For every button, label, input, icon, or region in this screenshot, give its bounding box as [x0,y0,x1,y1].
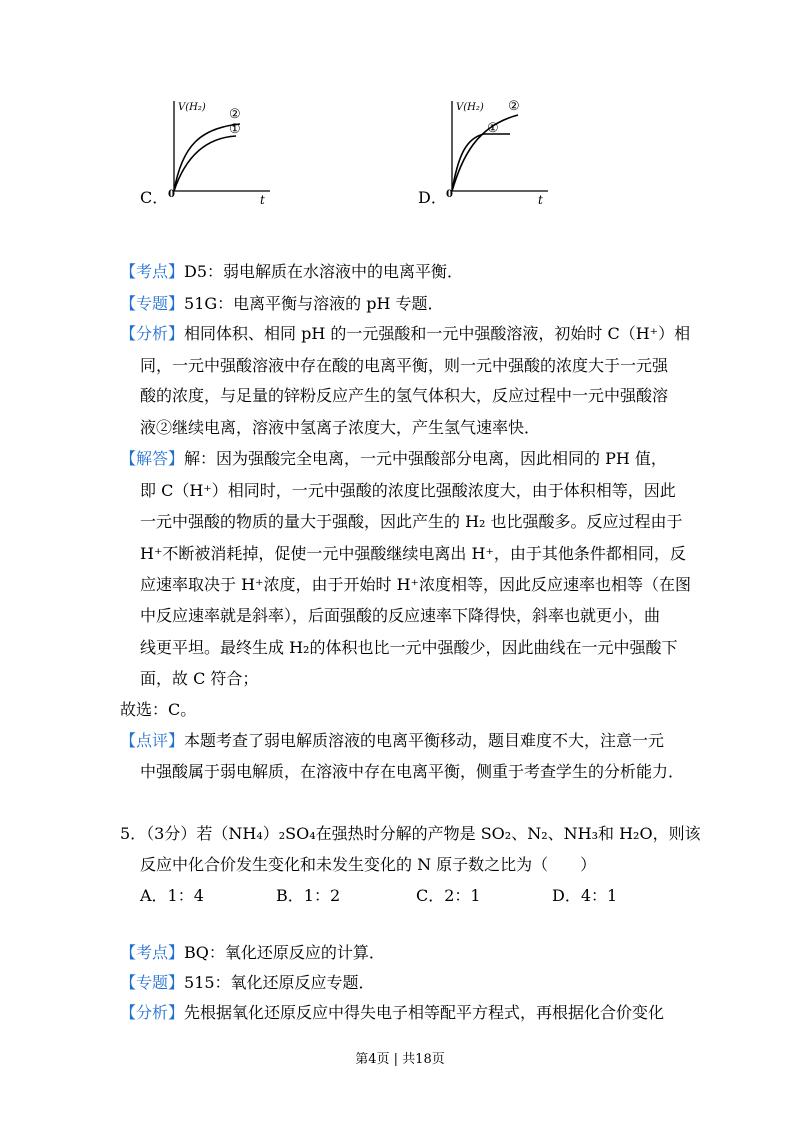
q5-kaodian-text: BQ：氧化还原反应的计算． [184,943,385,962]
graph-d-y-label: V(H₂) [456,102,484,113]
dianping-line-2: 中强酸属于弱电解质，在溶液中存在电离平衡，侧重于考查学生的分析能力． [140,762,685,781]
q5-option-c: C．2：1 [416,886,481,905]
q5-fenxi [120,1003,664,1023]
q5-zhuanti-text: 515：氧化还原反应专题． [184,973,375,992]
graph-c-curve2-label: ② [229,107,241,122]
q4-zhuanti [120,294,444,314]
q5-option-d: D．4：1 [552,886,618,905]
jieda-tag: 【解答】 [120,449,185,468]
graph-c [140,96,280,211]
jieda-line-6: 中反应速率就是斜率），后面强酸的反应速率下降得快，斜率也就更小，曲 [140,606,661,625]
fenxi-line-4: 液②继续电离，溶液中氢离子浓度大，产生氢气速率快． [140,418,541,437]
dianping-tag: 【点评】 [120,731,185,750]
page-footer: 第4页 | 共18页 [355,1052,445,1067]
fenxi-line-2: 同，一元中强酸溶液中存在酸的电离平衡，则一元中强酸的浓度大于一元强 [140,356,669,375]
q5-kaodian [120,943,385,963]
q4-kaodian [120,262,463,282]
graph-d-origin: 0 [446,189,453,200]
graph-d-curve1-label: ① [487,121,499,136]
kaodian-tag: 【考点】 [120,262,185,281]
graph-d-curve2-label: ② [508,99,520,114]
q5-option-b: B．1：2 [276,886,341,905]
q5-stem-line-2: 反应中化合价发生变化和未发生变化的 N 原子数之比为（ ） [140,855,597,874]
fenxi-line-1: 相同体积、相同 pH 的一元强酸和一元中强酸溶液，初始时 C（H⁺）相 [184,324,691,343]
fenxi-tag: 【分析】 [120,324,185,343]
jieda-line-5: 应速率取决于 H⁺浓度，由于开始时 H⁺浓度相等，因此反应速率也相等（在图 [140,575,691,594]
graph-d-x-label: t [538,193,543,207]
graph-d [418,96,558,211]
q5-zhuanti [120,973,375,993]
option-c-label: C． [140,188,169,207]
q5-stem-line-1: 5．（3分）若（NH₄）₂SO₄在强热时分解的产物是 SO₂、N₂、NH₃和 H₂O，则该 [120,824,701,843]
answer-line: 故选：C。 [120,700,197,719]
graph-c-plot [140,96,280,211]
jieda-line-2: 即 C（H⁺）相同时，一元中强酸的浓度比强酸浓度大，由于体积相等，因此 [140,481,676,500]
jieda-line-1: 解：因为强酸完全电离，一元中强酸部分电离，因此相同的 PH 值， [184,449,667,468]
kaodian-text: D5：弱电解质在水溶液中的电离平衡． [184,262,464,281]
graph-d-plot [418,96,558,211]
jieda-line-7: 线更平坦。最终生成 H₂的体积也比一元中强酸少，因此曲线在一元中强酸下 [140,638,678,657]
jieda-line-3: 一元中强酸的物质的量大于强酸，因此产生的 H₂ 也比强酸多。反应过程由于 [140,512,683,531]
graph-c-x-label: t [260,193,265,207]
q4-dianping [120,731,664,751]
dianping-line-1: 本题考查了弱电解质溶液的电离平衡移动，题目难度不大，注意一元 [184,731,665,750]
option-d-label: D． [418,188,447,207]
q4-jieda [120,449,667,469]
graph-c-origin: 0 [168,189,175,200]
q5-option-a: A．1：4 [140,886,204,905]
q5-zhuanti-tag: 【专题】 [120,973,185,992]
q5-fenxi-tag: 【分析】 [120,1003,185,1022]
q5-kaodian-tag: 【考点】 [120,943,185,962]
zhuanti-tag: 【专题】 [120,294,185,313]
graph-c-curve1-label: ① [229,122,241,137]
q5-fenxi-line-1: 先根据氧化还原反应中得失电子相等配平方程式，再根据化合价变化 [184,1003,665,1022]
graph-c-y-label: V(H₂) [178,102,206,113]
fenxi-line-3: 酸的浓度，与足量的锌粉反应产生的氢气体积大，反应过程中一元中强酸溶 [140,386,669,405]
zhuanti-text: 51G：电离平衡与溶液的 pH 专题． [184,294,444,313]
jieda-line-8: 面，故 C 符合； [140,669,259,688]
q4-fenxi [120,324,690,344]
jieda-line-4: H⁺不断被消耗掉，促使一元中强酸继续电离出 H⁺，由于其他条件都相同，反 [140,544,686,563]
